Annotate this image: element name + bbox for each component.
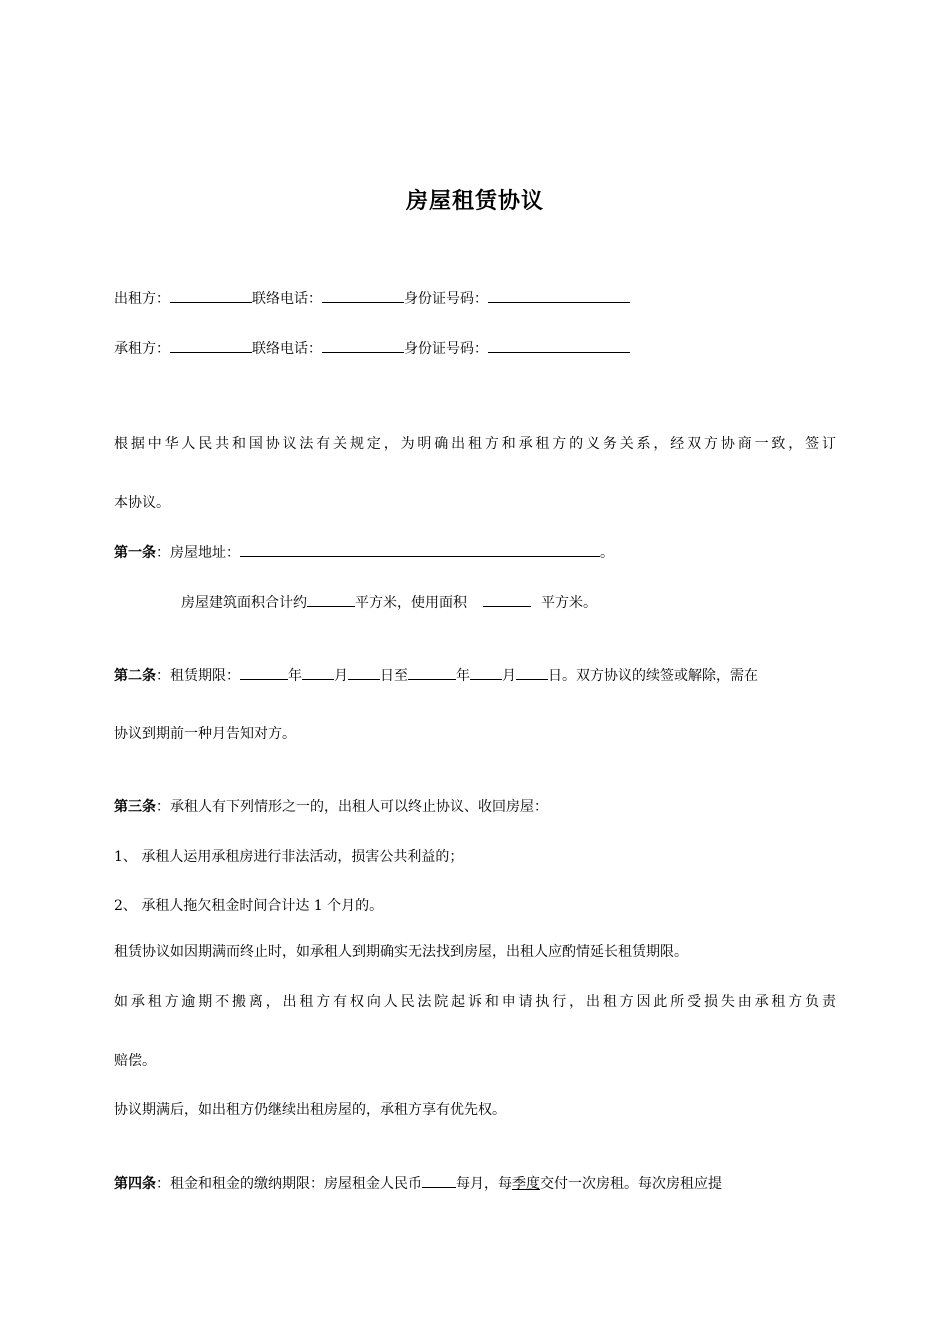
article-4-colon: ：	[156, 1176, 170, 1192]
payment-period: 季度	[512, 1176, 540, 1192]
start-day-field[interactable]	[348, 665, 380, 680]
start-year-field[interactable]	[240, 665, 288, 680]
lessor-line	[114, 288, 630, 309]
address-field[interactable]	[240, 542, 600, 557]
article-2-label: 第二条	[114, 668, 156, 684]
article-1-area-line	[181, 592, 597, 613]
lessee-phone-label: 联络电话：	[252, 341, 322, 357]
lessee-label: 承租方：	[114, 341, 170, 357]
article-4-text-b: 每月，每	[456, 1176, 512, 1192]
article-4-label: 第四条	[114, 1176, 156, 1192]
article-3-label: 第三条	[114, 799, 156, 815]
lessor-phone-label: 联络电话：	[252, 291, 322, 307]
article-3-colon: ：	[156, 799, 170, 815]
month-label-2: 月	[502, 668, 516, 684]
end-year-field[interactable]	[408, 665, 456, 680]
lessor-name-field[interactable]	[170, 288, 252, 303]
article-3-para-2-line-1: 如承租方逾期不搬离，出租方有权向人民法院起诉和申请执行，出租方因此所受损失由承租方负责	[114, 994, 836, 1010]
lessee-line	[114, 338, 630, 359]
document-title: 房屋租赁协议	[405, 189, 544, 214]
day-to-label: 日至	[380, 668, 408, 684]
article-1-line	[114, 542, 614, 563]
article-3-para-3: 协议期满后，如出租方仍继续出租房屋的，承租方享有优先权。	[114, 1102, 506, 1118]
lessor-label: 出租方：	[114, 291, 170, 307]
area-text-c: 平方米。	[541, 595, 597, 611]
intro-line-2: 本协议。	[114, 495, 170, 511]
article-2-colon: ：	[156, 668, 170, 684]
area-text-a: 房屋建筑面积合计约	[181, 595, 307, 611]
article-2-text: 租赁期限：	[170, 668, 240, 684]
lessor-id-field[interactable]	[488, 288, 630, 303]
intro-line-1: 根据中华人民共和国协议法有关规定，为明确出租方和承租方的义务关系，经双方协商一致，签订	[114, 436, 836, 452]
month-label-1: 月	[334, 668, 348, 684]
lessor-phone-field[interactable]	[322, 288, 404, 303]
article-3-para-2-line-2: 赔偿。	[114, 1053, 156, 1069]
article-3-text: 承租人有下列情形之一的，出租人可以终止协议、收回房屋：	[170, 799, 548, 815]
lessee-id-label: 身份证号码：	[404, 341, 488, 357]
lessee-id-field[interactable]	[488, 338, 630, 353]
article-4-text-a: 租金和租金的缴纳期限：房屋租金人民币	[170, 1176, 422, 1192]
article-4-line	[114, 1173, 722, 1194]
end-month-field[interactable]	[470, 665, 502, 680]
year-label-1: 年	[288, 668, 302, 684]
start-month-field[interactable]	[302, 665, 334, 680]
article-1-address-label: 房屋地址：	[170, 545, 240, 561]
lessee-name-field[interactable]	[170, 338, 252, 353]
area-text-b: 平方米，使用面积	[355, 595, 467, 611]
article-3-item-2: 2、 承租人拖欠租金时间合计达 1 个月的。	[114, 898, 384, 914]
article-1-end: 。	[600, 545, 614, 561]
article-1-label: 第一条	[114, 545, 156, 561]
article-4-text-c: 交付一次房租。每次房租应提	[540, 1176, 722, 1192]
building-area-field[interactable]	[307, 592, 355, 607]
rent-amount-field[interactable]	[422, 1173, 456, 1188]
lessor-id-label: 身份证号码：	[404, 291, 488, 307]
lessee-phone-field[interactable]	[322, 338, 404, 353]
year-label-2: 年	[456, 668, 470, 684]
article-1-colon: ：	[156, 545, 170, 561]
end-day-field[interactable]	[516, 665, 548, 680]
article-3-line	[114, 797, 548, 817]
article-3-item-1: 1、 承租人运用承租房进行非法活动，损害公共利益的；	[114, 849, 464, 865]
day-end-text: 日。双方协议的续签或解除，需在	[548, 668, 758, 684]
article-2-line	[114, 665, 758, 686]
article-2-line-2: 协议到期前一种月告知对方。	[114, 726, 296, 742]
article-3-para-1: 租赁协议如因期满而终止时，如承租人到期确实无法找到房屋，出租人应酌情延长租赁期限。	[114, 944, 688, 960]
usable-area-field[interactable]	[483, 592, 531, 607]
